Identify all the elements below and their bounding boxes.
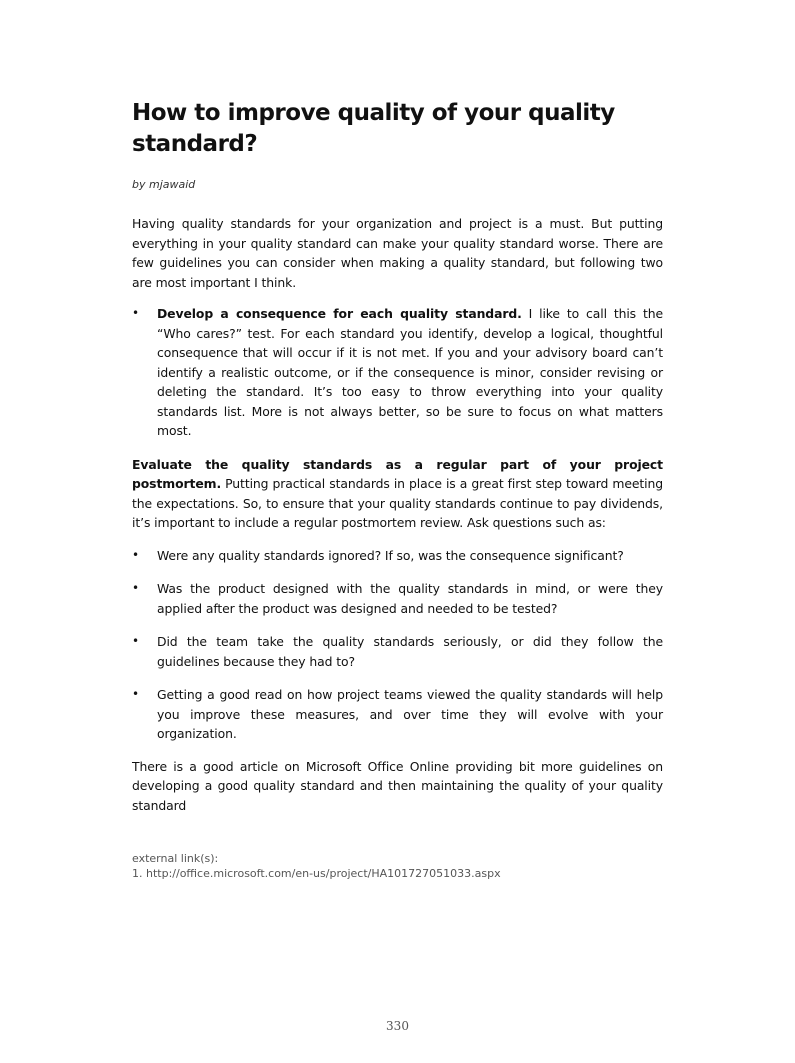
guideline-item	[132, 304, 663, 441]
question-text: Did the team take the quality standards seriously, or did they follow the guidelines because they had to?	[157, 634, 663, 669]
bullet-icon: •	[132, 687, 139, 701]
closing-paragraph: There is a good article on Microsoft Office Online providing bit more guidelines on developing a good quality standard and then maintaining the quality of your quality standard	[132, 758, 663, 813]
article-title: How to improve quality of your quality standard?	[132, 100, 615, 157]
external-links-label: external link(s):	[132, 852, 219, 865]
bullet-icon: •	[132, 547, 139, 562]
question-item	[132, 632, 663, 671]
question-text: Were any quality standards ignored? If so, was the consequence significant?	[157, 547, 624, 563]
bullet-icon: •	[132, 634, 139, 648]
question-text: Was the product designed with the quality standards in mind, or were they applied after the product was designed and needed to be tested?	[157, 581, 663, 616]
intro-paragraph: Having quality standards for your organization and project is a must. But putting everything in your quality standard can make your quality standard worse. There are few guidelines you can consider when making a quality standard, but following two are most important I think.	[132, 216, 663, 290]
article-byline: by mjawaid	[132, 178, 196, 191]
external-links	[132, 851, 663, 881]
guideline-text: I like to call this the “Who cares?” test. For each standard you identify, develop a logical, thoughtful consequence that will occur if it is not met. If you and your advisory board can’t identify a realistic outcome, or if the consequence is minor, consider revising or deleting the standard. It’s too easy to throw everything into your quality standards list. More is not always better, so be sure to focus on what matters most.	[157, 306, 663, 438]
postmortem-heading: Evaluate the quality standards as a regular part of your project postmortem.	[132, 456, 663, 491]
article	[132, 98, 663, 881]
external-link[interactable]: 1. http://office.microsoft.com/en-us/project/HA101727051033.aspx	[132, 867, 501, 880]
question-list	[132, 546, 663, 744]
question-item	[132, 579, 663, 618]
bullet-icon: •	[132, 306, 139, 320]
question-text: Getting a good read on how project teams viewed the quality standards will help you improve these measures, and over time they will evolve with your organization.	[157, 687, 663, 741]
bullet-icon: •	[132, 581, 139, 595]
guideline-heading: Develop a consequence for each quality standard.	[157, 306, 522, 321]
page-number: 330	[386, 1019, 409, 1033]
question-item	[132, 685, 663, 744]
postmortem-text: Putting practical standards in place is a great first step toward meeting the expectations. So, to ensure that your quality standards continue to pay dividends, it’s important to include a regular postmortem review. Ask questions such as:	[132, 476, 663, 530]
question-item	[132, 546, 663, 566]
guideline-list	[132, 304, 663, 441]
postmortem-paragraph	[132, 455, 663, 533]
